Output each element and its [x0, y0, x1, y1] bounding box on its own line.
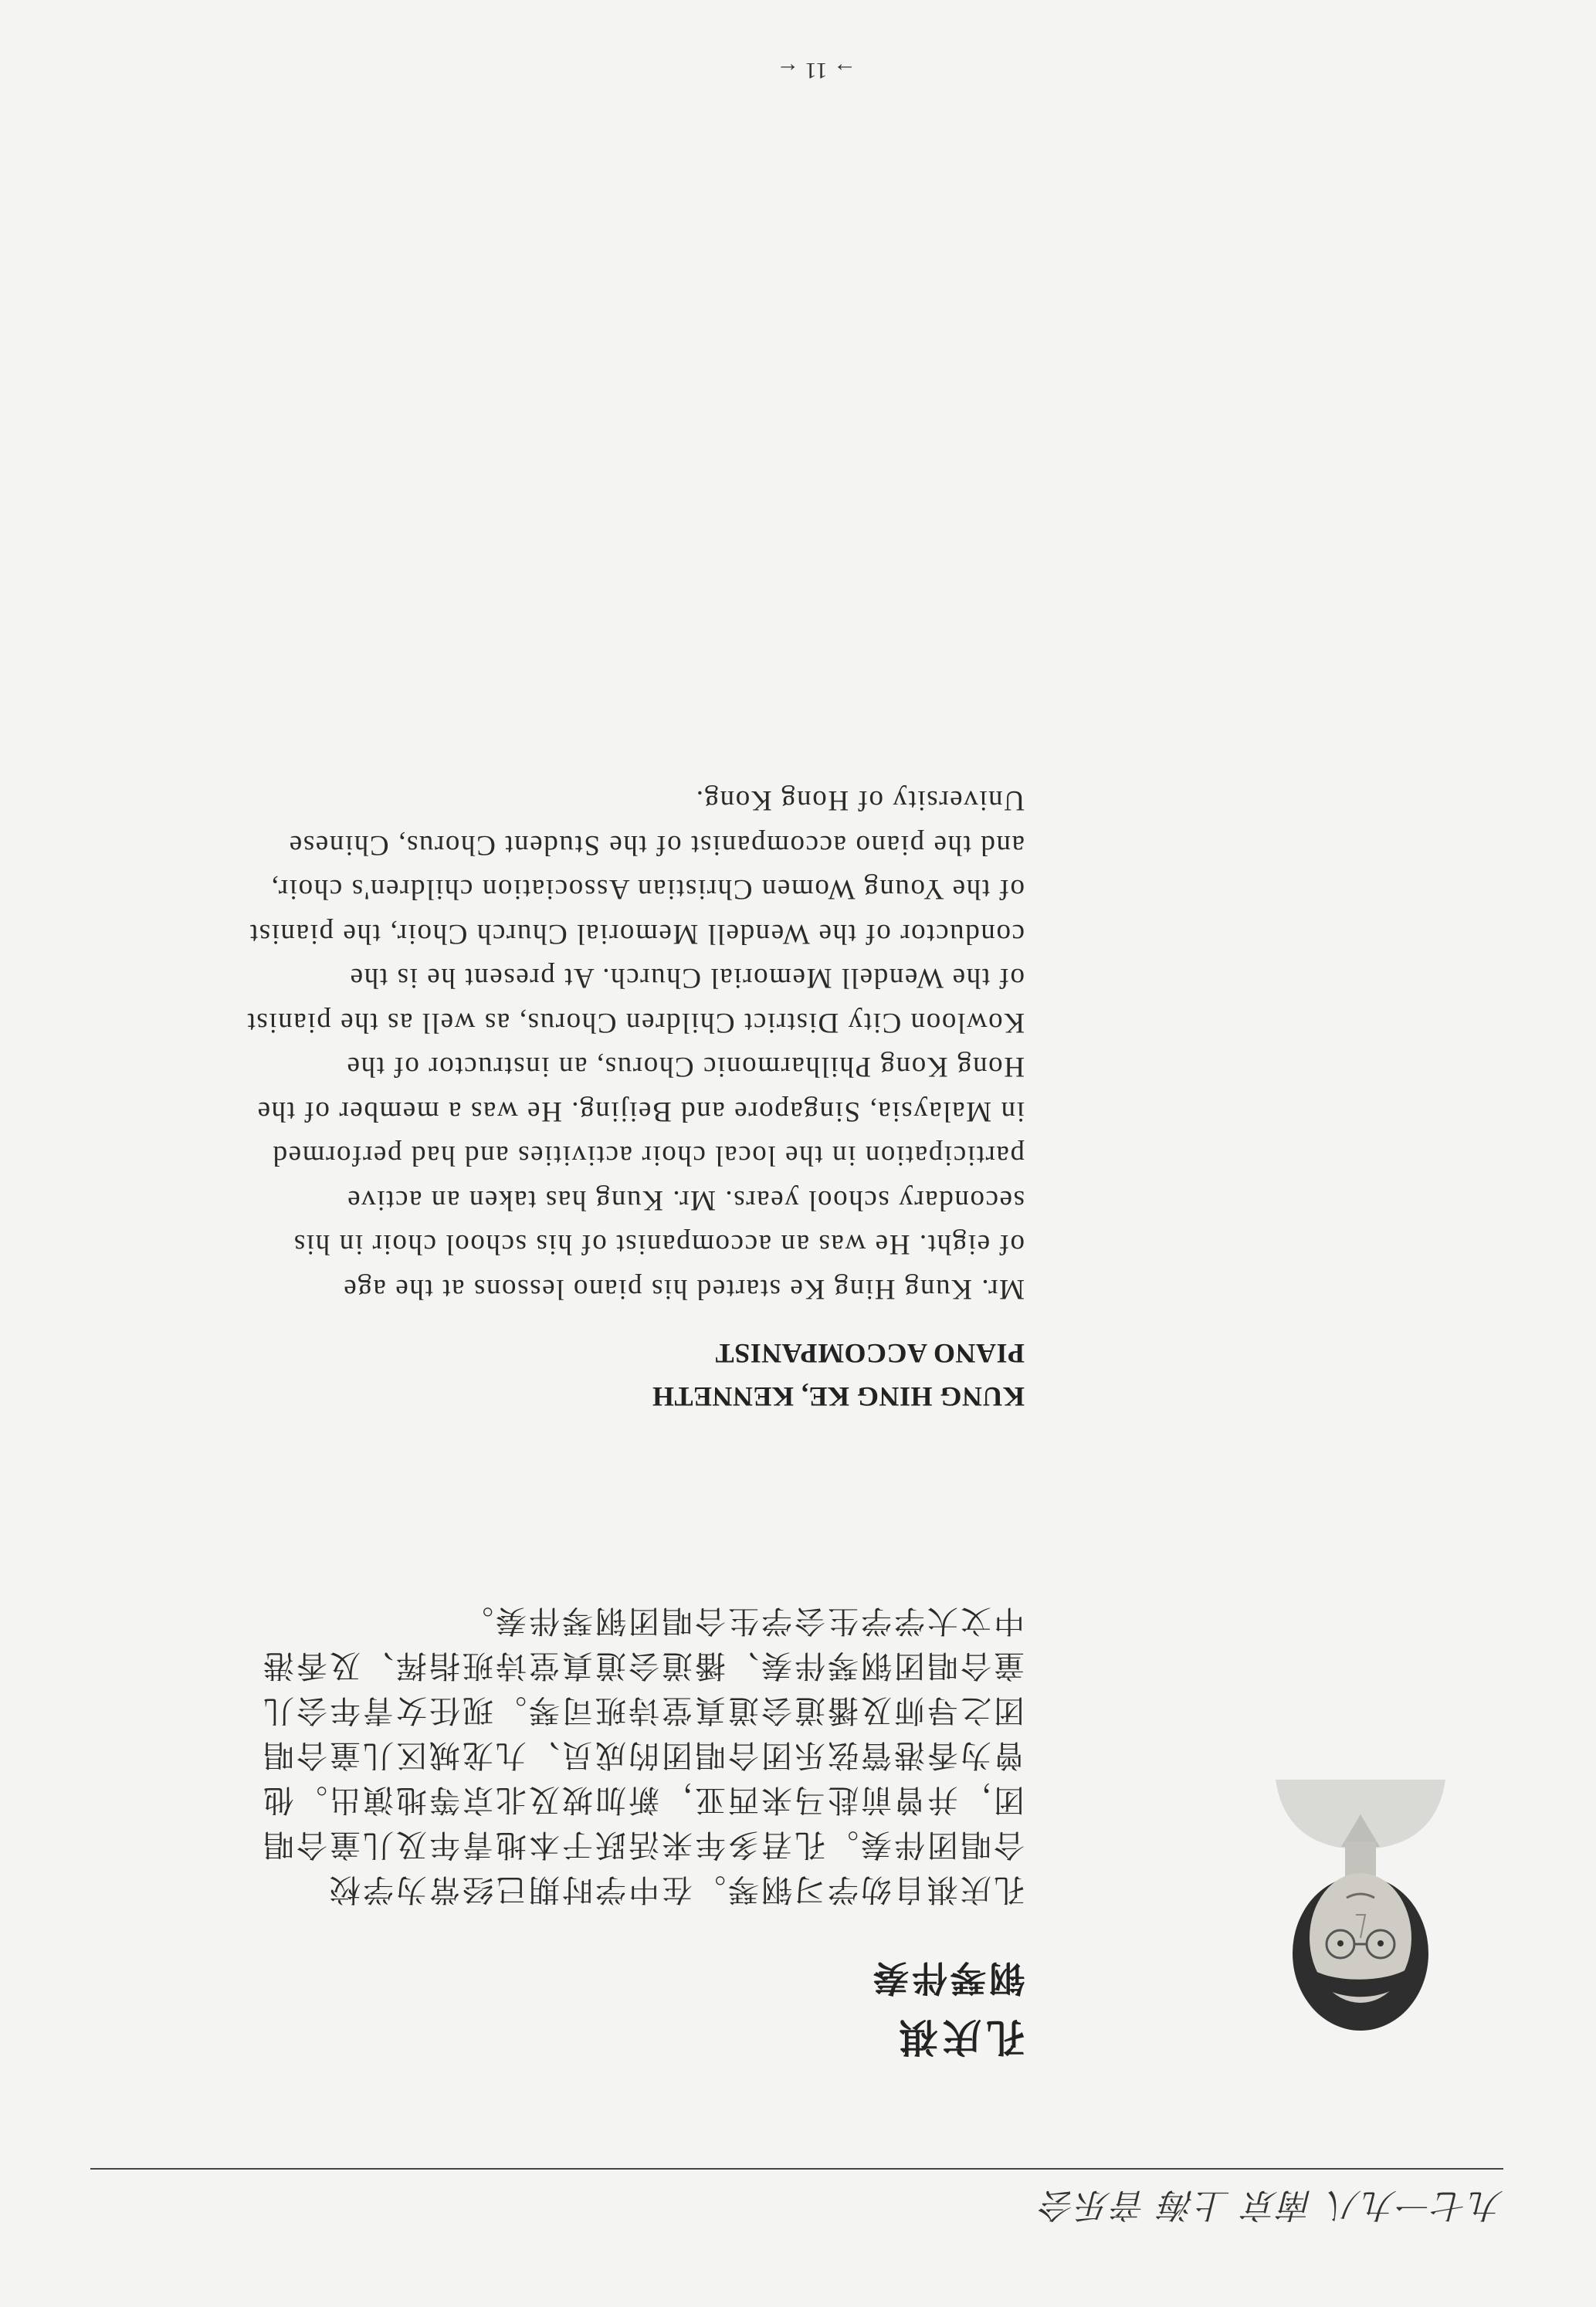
- role-english: PIANO ACCOMPANIST: [715, 1338, 1025, 1369]
- bio-zh-line: 中文大学学生会学生合唱团钢琴伴奏。: [460, 1603, 1025, 1638]
- bio-en-line: secondary school years. Mr. Kung has taken an active: [346, 1184, 1025, 1216]
- name-chinese: 孔庆祺: [895, 2014, 1025, 2059]
- name-english: KUNG HING KE, KENNETH: [652, 1381, 1025, 1412]
- bio-zh-line: 童合唱团钢琴伴奏、播道会道真堂诗班指挥、及香港: [261, 1648, 1025, 1683]
- bio-en-line: in Malaysia, Singapore and Beijing. He was a member of the: [256, 1096, 1025, 1127]
- portrait-photo: [1268, 1780, 1453, 2038]
- bio-zh-line: 团，并曾前赴马来西亚，新加坡及北京等地演出。他: [261, 1782, 1025, 1817]
- bio-en-line: of eight. He was an accompanist of his school choir in his: [293, 1228, 1025, 1261]
- running-footer: [90, 2183, 1503, 2233]
- biography-english: [160, 778, 1025, 1311]
- bio-en-line: Kowloon City District Children Chorus, as well as the pianist: [246, 1007, 1025, 1038]
- bio-en-line: Mr. Kung Hing Ke started his piano lessons at the age: [342, 1273, 1025, 1305]
- bio-zh-line: 孔庆祺自幼学习钢琴。在中学时期已经常为学校: [327, 1872, 1025, 1907]
- role-chinese: 钢琴伴奏: [870, 1957, 1025, 1999]
- bio-en-line: conductor of the Wendell Memorial Church Choir, the pianist: [249, 918, 1025, 950]
- footer-title: 九七一九八 南京 上海 音乐会: [1040, 2185, 1503, 2224]
- page-number: → 11 ←: [776, 58, 856, 83]
- biography-chinese: [191, 1598, 1025, 1912]
- bio-zh-line: 合唱团伴奏。孔君多年来活跃于本地青年及儿童合唱: [261, 1827, 1025, 1862]
- bio-en-line: University of Hong Kong.: [695, 784, 1025, 817]
- bio-en-line: participation in the local choir activities and had performed: [272, 1140, 1025, 1172]
- footer-rule: [90, 2168, 1503, 2170]
- bio-en-line: Hong Kong Philharmonic Chorus, an instructor of the: [345, 1051, 1025, 1083]
- portrait-image: [1268, 1780, 1453, 2038]
- bio-en-line: of the Wendell Memorial Church. At present he is the: [349, 962, 1025, 994]
- bio-zh-line: 曾为香港管弦乐团合唱团的成员、九龙城区儿童合唱: [261, 1737, 1025, 1773]
- bio-en-line: and the piano accompanist of the Student Chorus, Chinese: [288, 829, 1025, 861]
- bio-zh-line: 团之导师及播道会道真堂诗班司琴。现任女青年会儿: [261, 1692, 1025, 1728]
- bio-en-line: of the Young Women Christian Association children's choir,: [269, 873, 1025, 906]
